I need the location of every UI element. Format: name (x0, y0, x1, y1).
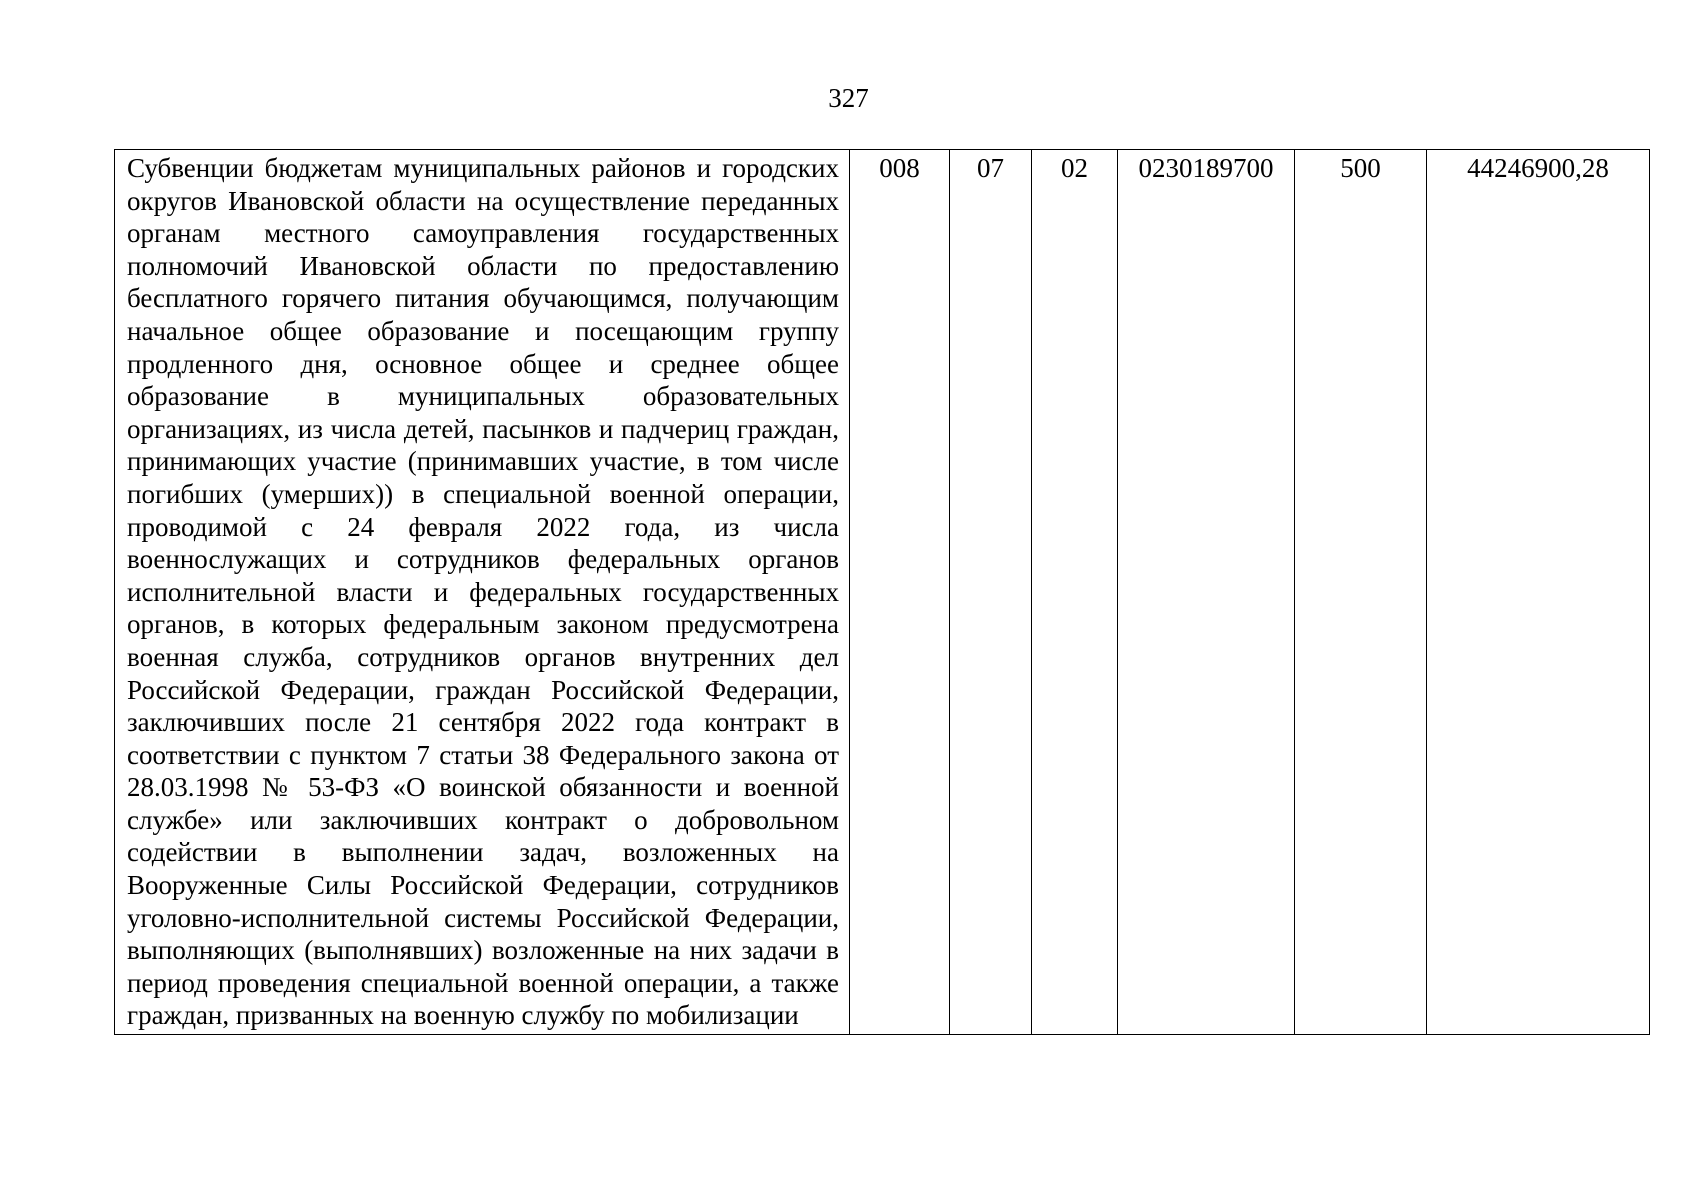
description-text: Субвенции бюджетам муниципальных районов и городских округов Ивановской области на осуществление переданных органам местного самоуправления государственных полномочий Ивановской области по предоставлению бесплатного горячего питания обучающимся, получающим начальное общее образование и посещающим группу продленного дня, основное общее и среднее общее образование в муниципальных образовательных организациях, из числа детей, пасынков и падчериц граждан, принимающих участие (принимавших участие, в том числе погибших (умерших)) в специальной военной операции, проводимой с 24 февраля 2022 года, из числа военнослужащих и сотрудников федеральных органов исполнительной власти и федеральных государственных органов, в которых федеральным законом предусмотрена военная служба, сотрудников органов внутренних дел Российской Федерации, граждан Российской Федерации, заключивших после 21 сентября 2022 года контракт в соответствии с пунктом 7 статьи 38 Федерального закона от 28.03.1998 № 53-ФЗ «О воинской обязанности и военной службе» или заключивших контракт о добровольном содействии в выполнении задач, возложенных на Вооруженные Силы Российской Федерации, сотрудников уголовно-исполнительной системы Российской Федерации, выполняющих (выполнявших) возложенные на них задачи в период проведения специальной военной операции, а также граждан, призванных на военную службу по мобилизации (127, 153, 839, 1031)
page-number: 327 (828, 83, 869, 113)
section-cell: 07 (950, 150, 1032, 1035)
target-article-cell: 0230189700 (1118, 150, 1295, 1035)
expense-type-cell: 500 (1295, 150, 1427, 1035)
description-cell (115, 150, 850, 1035)
table-row (115, 150, 1650, 1035)
ministry-code-cell: 008 (850, 150, 950, 1035)
amount-cell: 44246900,28 (1427, 150, 1650, 1035)
budget-table (114, 149, 1650, 1035)
subsection-cell: 02 (1032, 150, 1118, 1035)
